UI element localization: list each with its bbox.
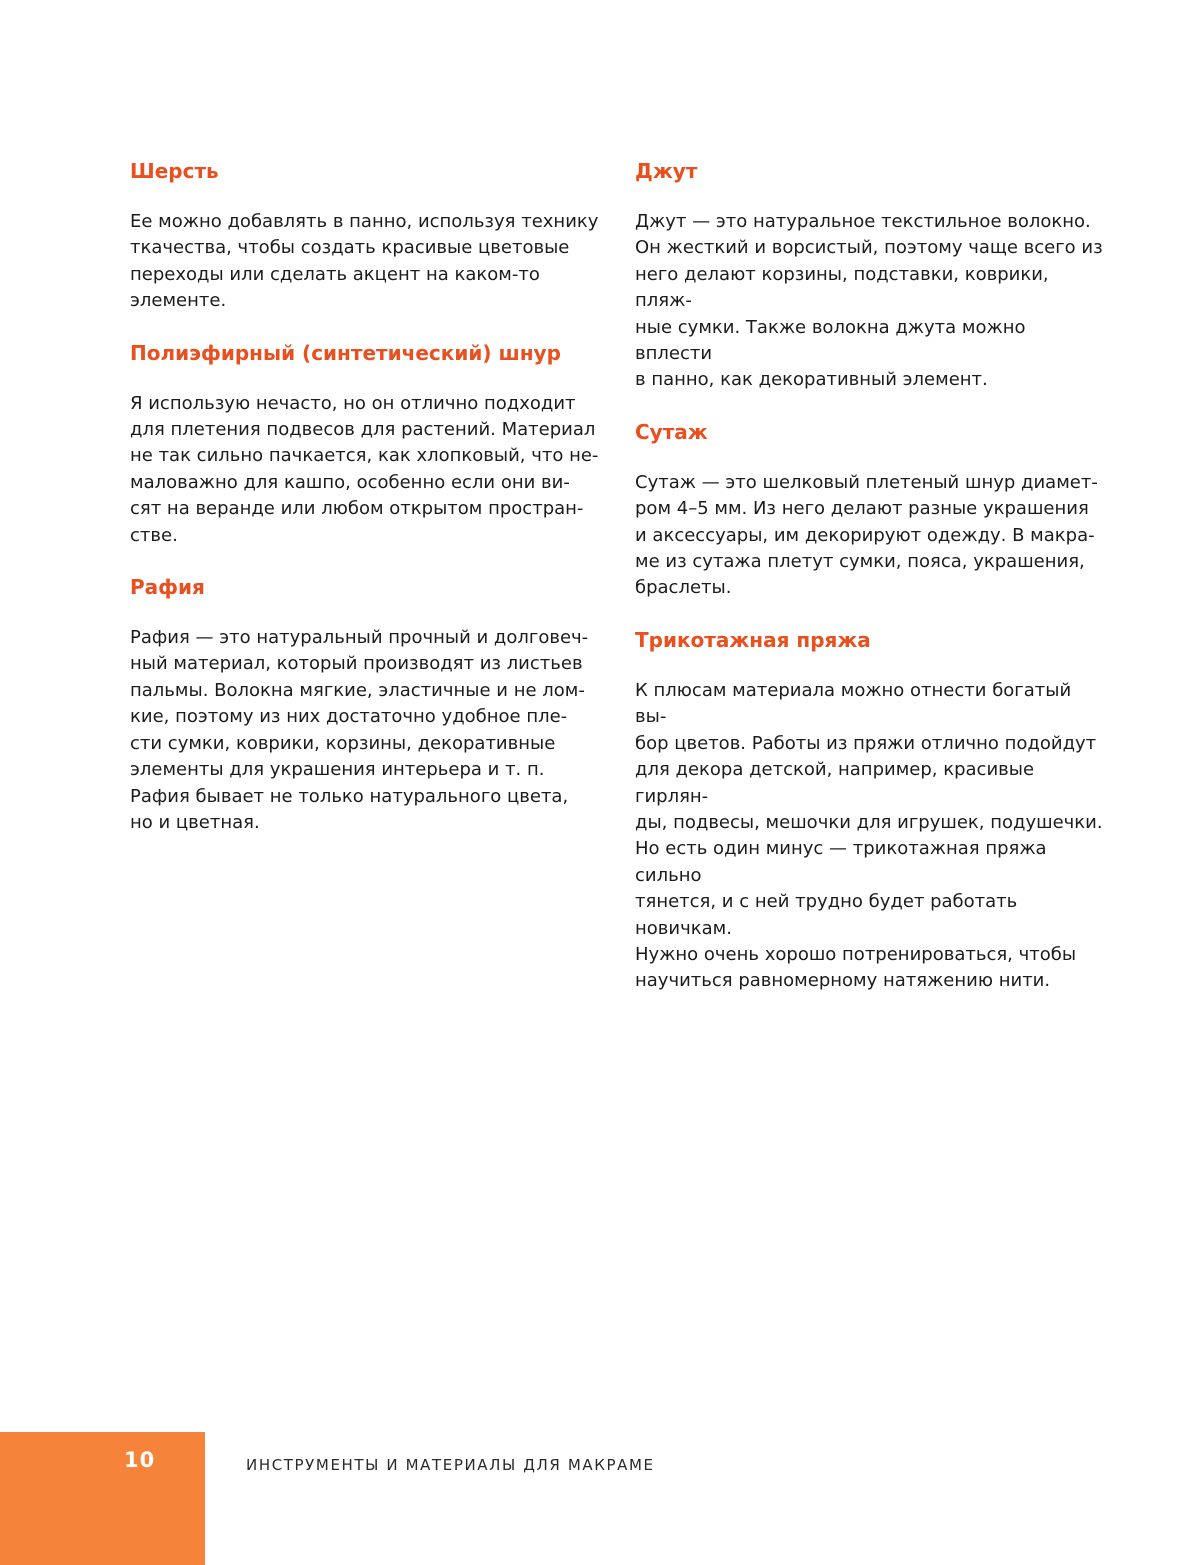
page-number-tab [0, 1432, 205, 1565]
running-title: ИНСТРУМЕНТЫ И МАТЕРИАЛЫ ДЛЯ МАКРАМЕ [246, 1456, 655, 1474]
page-number: 10 [124, 1448, 156, 1472]
section-polyester-cord [130, 339, 600, 549]
section-heading: Джут [635, 159, 698, 183]
section-text: Джут — это натуральное текстильное волокно. Он жесткий и ворсистый, поэтому чаще всего из него делают корзины, подставки, коврики, пляж- ные сумки. Также волокна джута можно вплести в панно, как декоративный элемент. [635, 211, 1103, 391]
section-heading: Трикотажная пряжа [635, 627, 871, 652]
section-heading: Рафия [130, 575, 205, 600]
left-column [130, 157, 600, 860]
section-text: Ее можно добавлять в панно, используя технику ткачества, чтобы создать красивые цветовые переходы или сделать акцент на каком-то элементе. [130, 211, 599, 312]
section-tshirt-yarn [635, 626, 1105, 995]
section-raffia [130, 573, 600, 836]
section-text: Сутаж — это шелковый плетеный шнур диамет- ром 4–5 мм. Из него делают разные украшения и аксессуары, им декорируют одежду. В макра- ме из сутажа плетут сумки, пояса, украшения, браслеты. [635, 471, 1098, 599]
section-text: Я использую нечасто, но он отлично подходит для плетения подвесов для растений. Материал не так сильно пачкается, как хлопковый, что не- маловажно для кашпо, особенно если они ви- сят на веранде или любом открытом простран- стве. [130, 392, 599, 546]
section-soutache [635, 418, 1105, 602]
section-text: К плюсам материала можно отнести богатый вы- бор цветов. Работы из пряжи отлично подойдут для декора детской, например, красивые гирлян- ды, подвесы, мешочки для игрушек, подушечки. Но есть один минус — трикотажная пряжа сильно тянется, и с ней трудно будет работать новичкам. Нужно очень хорошо потренироваться, чтобы научиться равномерному натяжению нити. [635, 679, 1103, 992]
section-wool [130, 157, 600, 315]
section-jute [635, 157, 1105, 394]
section-heading: Сутаж [635, 419, 708, 444]
section-heading: Шерсть [130, 159, 219, 183]
section-heading: Полиэфирный (синтетический) шнур [130, 340, 561, 365]
section-text: Рафия — это натуральный прочный и долговеч- ный материал, который производят из листьев пальмы. Волокна мягкие, эластичные и не лом- кие, поэтому из них достаточно удобное пле- сти сумки, коврики, корзины, декоративные элементы для украшения интерьера и т. п. Рафия бывает не только натурального цвета, но и цветная. [130, 627, 589, 833]
right-column [635, 157, 1105, 1019]
